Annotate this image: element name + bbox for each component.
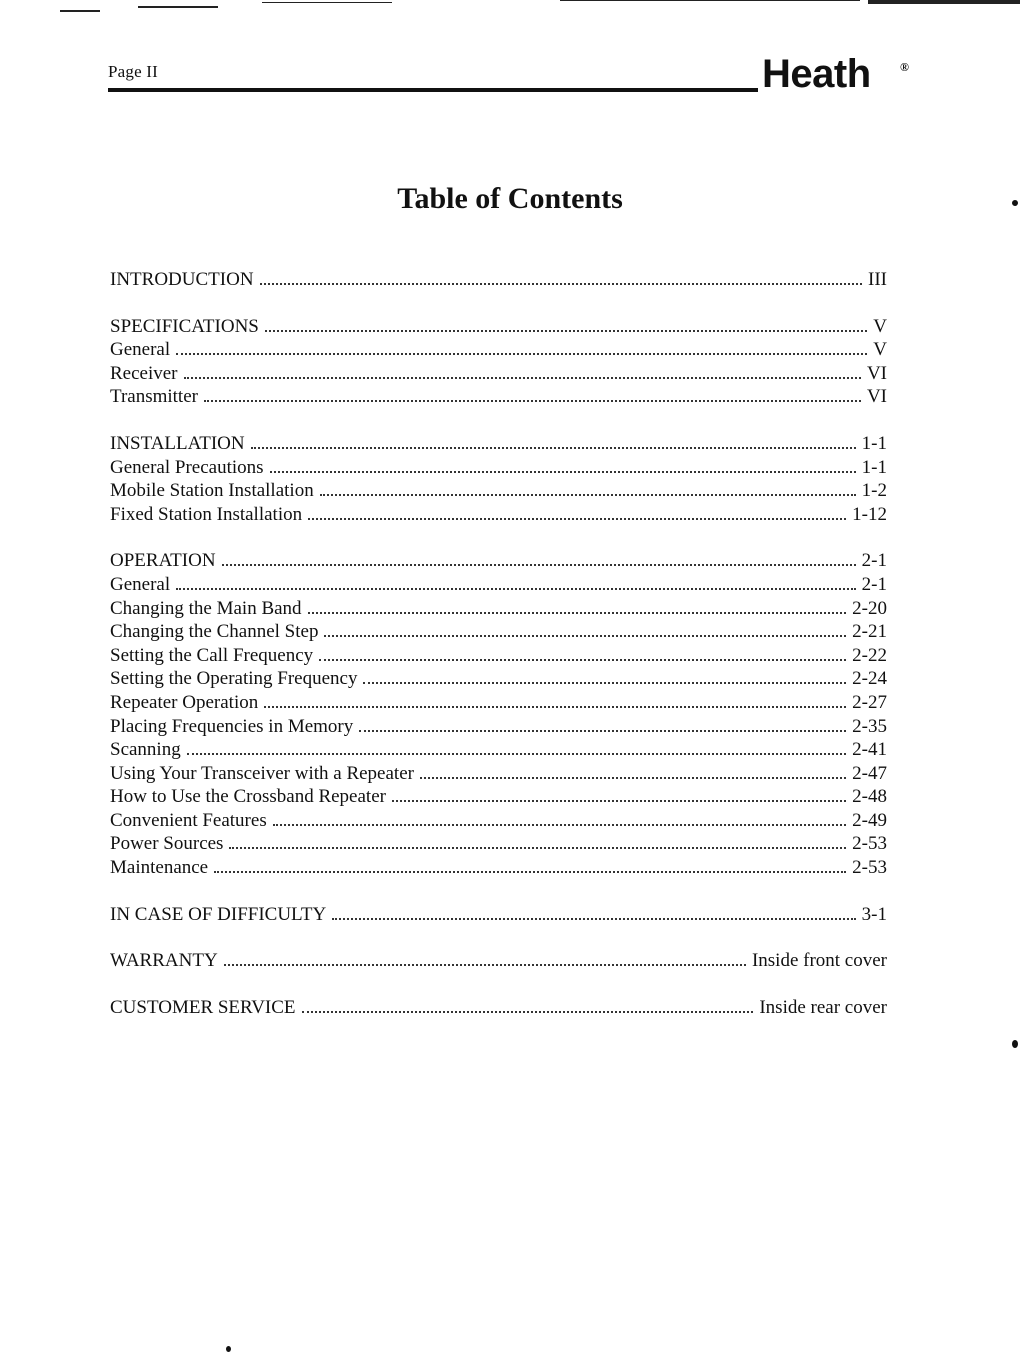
toc-entry-title: INTRODUCTION bbox=[110, 269, 254, 290]
toc-entry-title: Changing the Channel Step bbox=[110, 621, 319, 643]
toc-entry bbox=[110, 809, 887, 833]
dot-leader bbox=[308, 612, 847, 614]
dot-leader bbox=[264, 706, 846, 708]
dot-leader bbox=[363, 682, 846, 684]
toc-entry-title: Power Sources bbox=[110, 833, 224, 855]
toc-entry-title: Setting the Call Frequency bbox=[110, 644, 314, 666]
dot-leader bbox=[176, 588, 856, 590]
registered-mark: ® bbox=[900, 60, 909, 74]
toc-entry bbox=[110, 738, 887, 762]
toc-section bbox=[110, 996, 887, 1020]
toc-entry bbox=[110, 715, 887, 739]
toc-entry-page: 2-41 bbox=[852, 739, 887, 761]
dot-leader bbox=[302, 1011, 754, 1013]
toc-entry-title: Transmitter bbox=[110, 386, 198, 408]
toc-entry-title: Receiver bbox=[110, 362, 178, 384]
toc-entry-page: VI bbox=[866, 386, 887, 408]
toc-entry-title: General Precautions bbox=[110, 456, 264, 478]
dot-leader bbox=[222, 564, 856, 566]
toc-entry bbox=[110, 338, 887, 362]
toc-entry-page: 2-27 bbox=[852, 691, 887, 713]
toc-entry-page: Inside rear cover bbox=[759, 996, 887, 1018]
toc-entry-title: General bbox=[110, 573, 171, 595]
dot-leader bbox=[308, 518, 846, 520]
page-number-label: Page II bbox=[108, 62, 159, 81]
dot-leader bbox=[176, 353, 867, 355]
toc-entry bbox=[110, 832, 887, 856]
toc-entry-page: V bbox=[873, 339, 887, 361]
toc-entry-title: OPERATION bbox=[110, 550, 216, 572]
toc-entry bbox=[110, 385, 887, 409]
toc-entry-page: 2-47 bbox=[852, 762, 887, 784]
toc-entry bbox=[110, 691, 887, 715]
toc-entry-title: Setting the Operating Frequency bbox=[110, 668, 358, 690]
toc-entry-page: 2-53 bbox=[852, 833, 887, 855]
dot-leader bbox=[420, 777, 846, 779]
dot-leader bbox=[184, 377, 861, 379]
toc-entry-title: Fixed Station Installation bbox=[110, 503, 303, 525]
toc-entry-page: 3-1 bbox=[861, 903, 887, 925]
toc-entry bbox=[110, 785, 887, 809]
toc-entry bbox=[110, 597, 887, 621]
toc-entry bbox=[110, 903, 887, 927]
dot-leader bbox=[229, 847, 846, 849]
toc-entry-title: How to Use the Crossband Repeater bbox=[110, 786, 386, 808]
dot-leader bbox=[214, 871, 846, 873]
toc-entry bbox=[110, 362, 887, 386]
toc-entry-title: Mobile Station Installation bbox=[110, 480, 314, 502]
toc-entry bbox=[110, 268, 887, 292]
toc-section bbox=[110, 949, 887, 973]
toc-section bbox=[110, 432, 887, 526]
toc-entry-page: 2-35 bbox=[852, 715, 887, 737]
toc-entry bbox=[110, 315, 887, 339]
dot-leader bbox=[324, 635, 846, 637]
toc-entry-title: Changing the Main Band bbox=[110, 597, 302, 619]
dot-leader bbox=[319, 659, 846, 661]
dot-leader bbox=[204, 400, 861, 402]
toc-entry bbox=[110, 456, 887, 480]
toc-section bbox=[110, 315, 887, 409]
toc-section bbox=[110, 268, 887, 292]
toc-entry-title: Scanning bbox=[110, 739, 181, 761]
table-of-contents bbox=[110, 268, 887, 1042]
toc-entry-page: 1-1 bbox=[861, 456, 887, 478]
toc-entry-title: SPECIFICATIONS bbox=[110, 315, 259, 337]
page-header bbox=[108, 52, 909, 100]
toc-entry-page: III bbox=[868, 269, 887, 290]
toc-entry bbox=[110, 644, 887, 668]
toc-entry-page: 2-53 bbox=[852, 857, 887, 879]
toc-entry-title: IN CASE OF DIFFICULTY bbox=[110, 903, 327, 925]
toc-entry bbox=[110, 949, 887, 973]
dot-leader bbox=[260, 283, 862, 285]
toc-entry-title: Placing Frequencies in Memory bbox=[110, 715, 354, 737]
dot-leader bbox=[265, 330, 867, 332]
toc-section bbox=[110, 903, 887, 927]
toc-entry-title: Convenient Features bbox=[110, 809, 267, 831]
dot-leader bbox=[224, 964, 746, 966]
toc-entry-page: VI bbox=[866, 362, 887, 384]
dot-leader bbox=[359, 730, 846, 732]
toc-entry-title: Repeater Operation bbox=[110, 691, 259, 713]
dot-leader bbox=[251, 447, 856, 449]
toc-entry bbox=[110, 549, 887, 573]
brand-logo: Heath bbox=[762, 52, 871, 96]
toc-entry bbox=[110, 996, 887, 1020]
toc-entry-title: CUSTOMER SERVICE bbox=[110, 996, 296, 1018]
dot-leader bbox=[187, 753, 846, 755]
toc-entry bbox=[110, 432, 887, 456]
toc-entry-page: Inside front cover bbox=[751, 950, 887, 972]
toc-entry bbox=[110, 667, 887, 691]
toc-entry bbox=[110, 503, 887, 527]
dot-leader bbox=[332, 918, 855, 920]
header-rule bbox=[108, 88, 758, 92]
toc-entry-page: 2-1 bbox=[861, 573, 887, 595]
toc-entry-page: 1-12 bbox=[852, 503, 887, 525]
toc-entry-title: INSTALLATION bbox=[110, 432, 245, 454]
toc-entry-page: V bbox=[873, 315, 887, 337]
dot-leader bbox=[320, 494, 856, 496]
toc-entry-title: Maintenance bbox=[110, 857, 209, 879]
dot-leader bbox=[273, 824, 846, 826]
dot-leader bbox=[270, 471, 856, 473]
toc-entry-title: General bbox=[110, 339, 171, 361]
toc-entry-page: 1-2 bbox=[861, 480, 887, 502]
toc-entry bbox=[110, 573, 887, 597]
toc-entry-page: 2-49 bbox=[852, 809, 887, 831]
toc-entry bbox=[110, 479, 887, 503]
toc-section bbox=[110, 549, 887, 879]
toc-entry-title: WARRANTY bbox=[110, 950, 218, 972]
toc-entry-page: 2-48 bbox=[852, 786, 887, 808]
toc-entry-page: 2-21 bbox=[852, 621, 887, 643]
scan-edge-marks bbox=[0, 0, 1020, 14]
toc-entry-page: 2-22 bbox=[852, 644, 887, 666]
toc-entry bbox=[110, 762, 887, 786]
toc-entry-page: 2-24 bbox=[852, 668, 887, 690]
toc-entry-page: 2-1 bbox=[861, 550, 887, 572]
toc-entry bbox=[110, 856, 887, 880]
toc-entry-title: Using Your Transceiver with a Repeater bbox=[110, 762, 414, 784]
page-title: Table of Contents bbox=[397, 182, 623, 215]
toc-entry-page: 2-20 bbox=[852, 597, 887, 619]
dot-leader bbox=[392, 800, 846, 802]
toc-entry-page: 1-1 bbox=[861, 432, 887, 454]
toc-entry bbox=[110, 620, 887, 644]
